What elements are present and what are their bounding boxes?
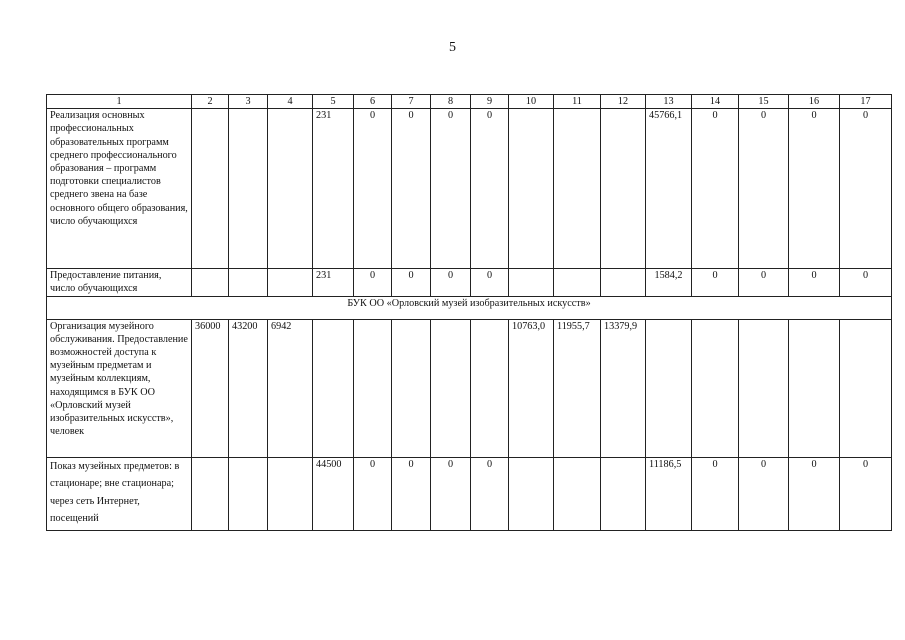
table-row (47, 319, 892, 457)
table-cell: 0 (392, 457, 431, 530)
table-cell: 0 (789, 269, 840, 296)
table-cell: 10763,0 (509, 319, 554, 457)
column-number: 5 (313, 95, 354, 109)
table-cell (471, 319, 509, 457)
table-cell (601, 269, 646, 296)
page-number: 5 (449, 40, 456, 55)
column-number: 13 (646, 95, 692, 109)
table-cell (840, 319, 892, 457)
table-cell (192, 109, 229, 269)
column-number: 3 (229, 95, 268, 109)
table-cell (268, 109, 313, 269)
column-number: 1 (47, 95, 192, 109)
column-number: 16 (789, 95, 840, 109)
table-cell (646, 319, 692, 457)
table-cell: 0 (840, 109, 892, 269)
table-cell: 0 (471, 109, 509, 269)
table-cell (431, 319, 471, 457)
table-cell (392, 319, 431, 457)
table-cell: 231 (313, 269, 354, 296)
budget-table (46, 94, 892, 531)
table-cell (554, 269, 601, 296)
table-cell: 11186,5 (646, 457, 692, 530)
column-number: 11 (554, 95, 601, 109)
column-number: 14 (692, 95, 739, 109)
section-row (47, 296, 892, 319)
table-cell: 0 (392, 269, 431, 296)
column-number: 6 (354, 95, 392, 109)
table-cell: 231 (313, 109, 354, 269)
column-number: 2 (192, 95, 229, 109)
table-cell: 0 (431, 269, 471, 296)
column-number: 15 (739, 95, 789, 109)
table-cell: 0 (354, 109, 392, 269)
table-cell: 0 (840, 457, 892, 530)
table-cell: 0 (692, 269, 739, 296)
table-cell: 0 (739, 457, 789, 530)
table-cell (692, 319, 739, 457)
table-cell (509, 457, 554, 530)
table-cell (739, 319, 789, 457)
service-name-cell: Реализация основных профессиональных образовательных программ среднего профессионального образования – программ подготовки специалистов среднего звена на базе основного общего образования, число обучающихся (47, 109, 192, 269)
service-name-cell: Предоставление питания, число обучающихся (47, 269, 192, 296)
table-row (47, 109, 892, 269)
column-number: 10 (509, 95, 554, 109)
table-cell: 0 (789, 109, 840, 269)
table-cell: 0 (471, 269, 509, 296)
table-cell: 43200 (229, 319, 268, 457)
table-cell: 45766,1 (646, 109, 692, 269)
table-cell: 0 (789, 457, 840, 530)
service-name-cell: Показ музейных предметов: в стационаре; вне стационара; через сеть Интернет, посещений (47, 457, 192, 530)
table-row (47, 457, 892, 530)
table-cell: 0 (692, 457, 739, 530)
table-cell: 0 (392, 109, 431, 269)
table-cell (789, 319, 840, 457)
table-cell (554, 457, 601, 530)
column-number: 9 (471, 95, 509, 109)
table-cell: 11955,7 (554, 319, 601, 457)
table-cell (601, 457, 646, 530)
table-cell: 0 (692, 109, 739, 269)
table-cell: 0 (431, 109, 471, 269)
table-cell (229, 269, 268, 296)
section-title: БУК ОО «Орловский музей изобразительных искусств» (47, 296, 892, 319)
table-cell (192, 457, 229, 530)
table-cell (313, 319, 354, 457)
table-cell: 6942 (268, 319, 313, 457)
table-cell (268, 457, 313, 530)
column-number: 7 (392, 95, 431, 109)
table-cell: 0 (354, 457, 392, 530)
table-cell: 0 (739, 269, 789, 296)
column-number: 12 (601, 95, 646, 109)
table-cell: 36000 (192, 319, 229, 457)
table-cell: 0 (471, 457, 509, 530)
service-name-cell: Организация музейного обслуживания. Предоставление возможностей доступа к музейным предметам и музейным коллекциям, находящимся в БУК ОО «Орловский музей изобразительных искусств», человек (47, 319, 192, 457)
table-cell: 0 (739, 109, 789, 269)
column-number: 17 (840, 95, 892, 109)
table-cell (509, 269, 554, 296)
table-cell (354, 319, 392, 457)
table-cell: 1584,2 (646, 269, 692, 296)
table-cell: 13379,9 (601, 319, 646, 457)
table-cell: 44500 (313, 457, 354, 530)
table-cell (229, 109, 268, 269)
table-cell: 0 (840, 269, 892, 296)
table-cell (268, 269, 313, 296)
table-cell (229, 457, 268, 530)
table-row (47, 269, 892, 296)
table-cell (554, 109, 601, 269)
table-cell: 0 (431, 457, 471, 530)
column-number-row (47, 95, 892, 109)
column-number: 8 (431, 95, 471, 109)
table-cell (601, 109, 646, 269)
table-cell: 0 (354, 269, 392, 296)
column-number: 4 (268, 95, 313, 109)
table-cell (192, 269, 229, 296)
table-cell (509, 109, 554, 269)
